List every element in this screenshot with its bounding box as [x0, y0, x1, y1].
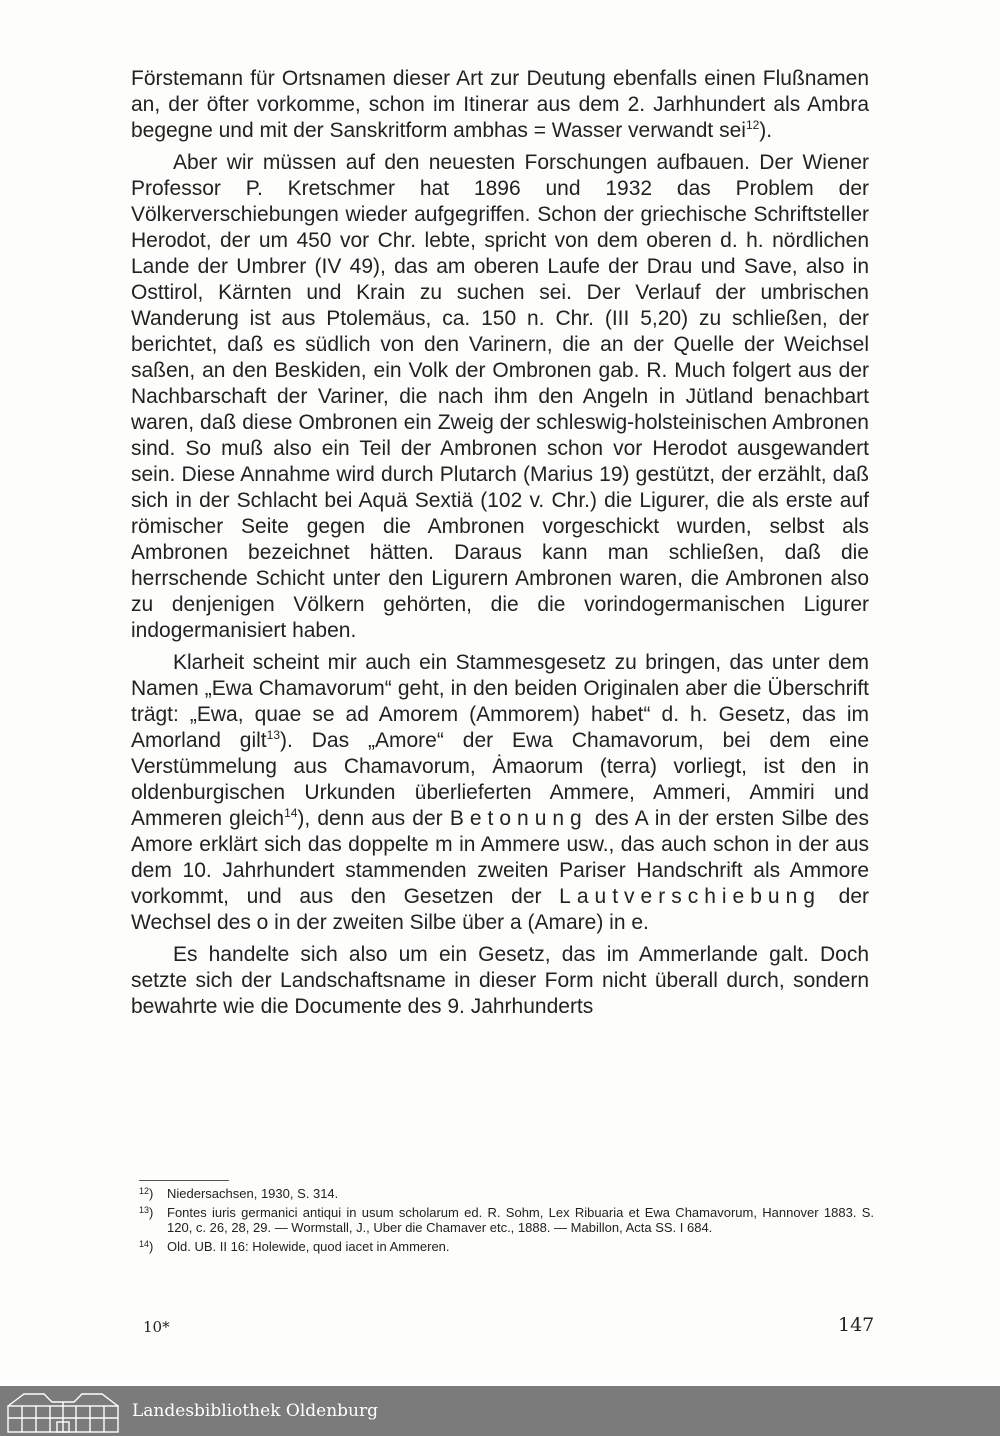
paragraph-4 [131, 942, 869, 1020]
body-text [131, 66, 869, 1020]
paragraph-3 [131, 650, 869, 936]
paragraph-4-text: Es handelte sich also um ein Gesetz, das im Ammerlande galt. Doch setzte sich der Landschaftsname in dieser Form nicht überall durch, sondern bewahrte wie die Documente des 9. Jahrhunderts [131, 943, 869, 1018]
spaced-word-lautverschiebung: Lautverschiebung [559, 885, 821, 908]
footnote-text: Old. UB. II 16: Holewide, quod iacet in Ammeren. [167, 1239, 450, 1254]
library-footer-bar [0, 1386, 1000, 1436]
paragraph-1-text: Förstemann für Ortsnamen dieser Art zur Deutung ebenfalls einen Flußnamen an, der öfter vorkomme, schon im Itinerar aus dem 2. Jarhhundert als Ambra begegne und mit der Sanskritform ambhas = Wasser verwandt sei [131, 67, 869, 142]
footnote-text: Niedersachsen, 1930, S. 314. [167, 1186, 339, 1201]
library-building-icon [4, 1388, 122, 1434]
footnote-text: Fontes iuris germanici antiqui in usum scholarum ed. R. Sohm, Lex Ribuaria et Ewa Chamavorum, Hannover 1883. S. 120, c. 26, 28, 29. — Wormstall, J., Uber die Chamaver etc., 1888. — Mabillon, Acta SS. I 684. [167, 1205, 874, 1235]
paragraph-3-text-d: des A in der ersten Silbe des Amore erklärt sich das doppelte m in Ammere usw., das auch schon in der aus dem 10. Jahrhundert stammenden zweiten Pariser Handschrift als Ammore vorkommt, und aus den Gesetzen der [131, 807, 869, 908]
spaced-word-betonung: Betonung [449, 807, 588, 830]
page-number: 147 [838, 1314, 875, 1336]
paragraph-3-text-a: Klarheit scheint mir auch ein Stammesgesetz zu bringen, das unter dem Namen „Ewa Chamavorum“ geht, in den beiden Originalen aber die Überschrift trägt: „Ewa, quae se ad Amorem (Ammorem) habet“ d. h. Gesetz, das im Amorland gilt [131, 651, 869, 752]
footnote-ref-14: 14 [284, 806, 298, 820]
footnote-ref-12: 12 [745, 118, 760, 132]
footnote-ref-13: 13 [266, 728, 280, 742]
paragraph-2 [131, 150, 869, 644]
paragraph-1-end: ). [759, 119, 773, 142]
paragraph-2-text: Aber wir müssen auf den neuesten Forschungen aufbauen. Der Wiener Professor P. Kretschmer hat 1896 und 1932 das Problem der Völkerverschiebungen wieder aufgegriffen. Schon der griechische Schriftsteller Herodot, der um 450 vor Chr. lebte, spricht von dem oberen d. h. nördlichen Lande der Umbrer (IV 49), das am oberen Laufe der Drau und Save, also in Osttirol, Kärnten und Krain zu suchen sei. Der Verlauf der umbrischen Wanderung ist aus Ptolemäus, ca. 150 n. Chr. (III 5,20) zu schließen, der berichtet, daß es südlich von den Varinern, die an der Quelle der Weichsel saßen, an den Beskiden, ein Volk der Ombronen gab. R. Much folgert aus der Nachbarschaft der Variner, die nach ihm den Angeln in Jütland benachbart waren, daß diese Ombronen ein Zweig der schleswig-holsteinischen Ambronen sind. So muß also ein Teil der Ambronen schon vor Herodot ausgewandert sein. Diese Annahme wird durch Plutarch (Marius 19) gestützt, der erzählt, daß sich in der Schlacht bei Aquä Sextiä (102 v. Chr.) die Ligurer, die als erste auf römischer Seite gegen die Ambronen vorgeschickt wurden, selbst als Ambronen bezeichnet hätten. Daraus kann man schließen, daß die herrschende Schicht unter den Ligurern Ambronen waren, die Ambronen also zu denjenigen Völkern gehörten, die die vorindogermanischen Ligurer indogermanisiert haben. [131, 151, 869, 642]
footnote-13: $^{13}$) Fontes iuris germanici antiqui in usum scholarum ed. R. Sohm, Lex Ribuaria et Ewa Chamavorum, Hannover 1883. S. 120, c. 26, 28, 29. — Wormstall, J., Uber die Chamaver etc., 1888. — Mabillon, Acta SS. I 684. [139, 1205, 874, 1235]
signature-mark: 10* [143, 1318, 170, 1336]
paragraph-1 [131, 66, 869, 144]
footnote-12: $^{12}$) Niedersachsen, 1930, S. 314. [139, 1186, 874, 1201]
footnote-mark: 14 [139, 1239, 150, 1249]
library-name: Landesbibliothek Oldenburg [132, 1401, 379, 1421]
footnote-mark: 13 [139, 1205, 150, 1215]
footnote-divider [139, 1180, 229, 1181]
paragraph-3-text-c: ), denn aus der [297, 807, 443, 830]
footnotes [139, 1186, 874, 1258]
footnote-mark: 12 [139, 1186, 150, 1196]
paragraph-3-text-e: der Wechsel des o in der zweiten Silbe über a (Amare) in e. [131, 885, 869, 934]
footnote-14: $^{14}$) Old. UB. II 16: Holewide, quod iacet in Ammeren. [139, 1239, 874, 1254]
paragraph-3-text-b: ). Das „Amore“ der Ewa Chamavorum, bei dem eine Verstümmelung aus Chamavorum, Ȧmaorum (terra) vorliegt, ist den in oldenburgischen Urkunden überlieferten Ammere, Ammeri, Ammiri und Ammeren gleich [131, 729, 869, 830]
